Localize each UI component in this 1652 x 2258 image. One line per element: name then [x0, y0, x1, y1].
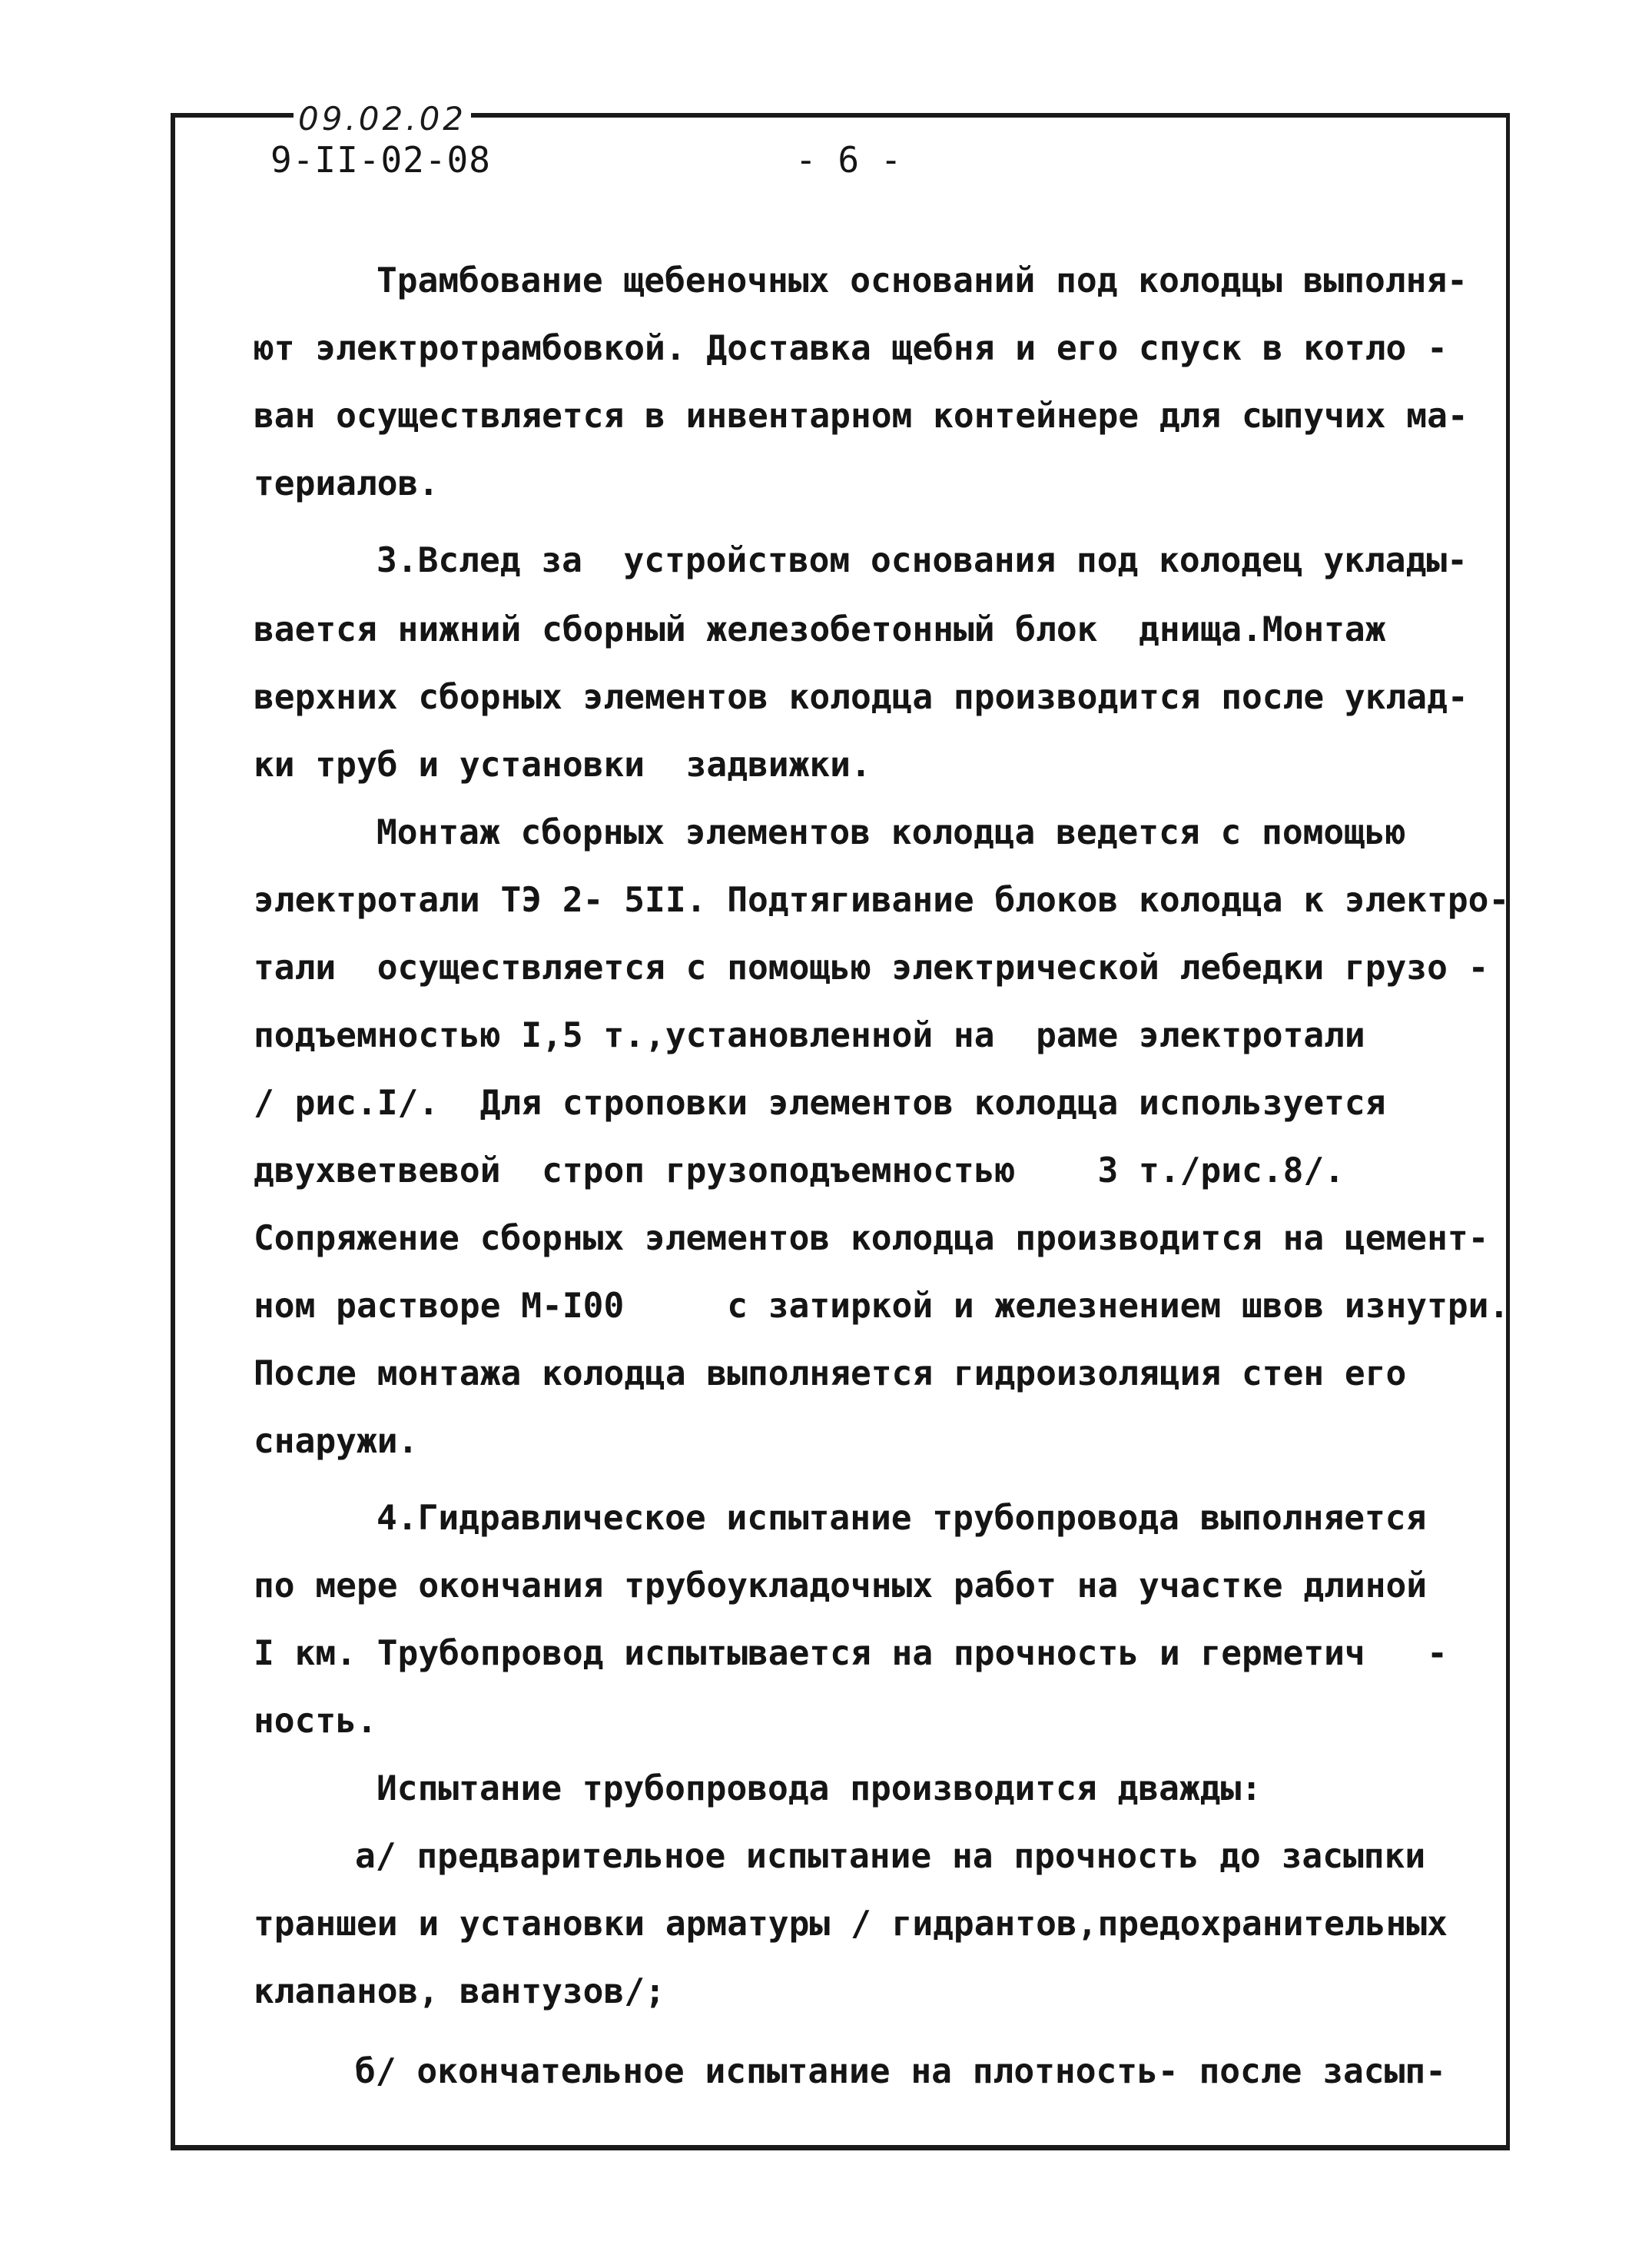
document-code: 9-II-02-08 — [270, 139, 491, 181]
text-line: а/ предварительное испытание на прочность до засыпки — [355, 1837, 1426, 1876]
text-line: клапанов, вантузов/; — [254, 1972, 665, 2011]
text-line: по мере окончания трубоукладочных работ на участке длиной — [254, 1566, 1428, 1606]
text-line: 3.Вслед за устройством основания под колодец уклады- — [377, 541, 1468, 580]
text-line: Монтаж сборных элементов колодца ведется с помощью — [377, 813, 1406, 852]
text-line: траншеи и установки арматуры / гидрантов,предохранительных — [254, 1904, 1448, 1944]
text-line: 4.Гидравлическое испытание трубопровода выполняется — [377, 1499, 1427, 1538]
text-line: тали осуществляется с помощью электрической лебедки грузо - — [254, 948, 1489, 988]
text-line: снаружи. — [254, 1422, 419, 1461]
text-line: териалов. — [254, 464, 440, 503]
text-line: вается нижний сборный железобетонный блок днища.Монтаж — [254, 610, 1386, 649]
text-line: электротали ТЭ 2- 5II. Подтягивание блоков колодца к электро- — [254, 881, 1510, 920]
text-line: верхних сборных элементов колодца производится после уклад- — [254, 678, 1468, 717]
text-line: ном растворе М-I00 с затиркой и железнением швов изнутри. — [254, 1287, 1510, 1326]
text-line: ван осуществляется в инвентарном контейнере для сыпучих ма- — [254, 397, 1468, 436]
text-line: ют электротрамбовкой. Доставка щебня и его спуск в котло - — [254, 329, 1448, 368]
page-number: - 6 - — [795, 139, 902, 181]
text-line: ность. — [254, 1702, 377, 1741]
text-line: Трамбование щебеночных оснований под колодцы выполня- — [377, 261, 1468, 301]
text-line: После монтажа колодца выполняется гидроизоляция стен его — [254, 1354, 1407, 1393]
text-line: ки труб и установки задвижки. — [254, 745, 871, 785]
text-line: I км. Трубопровод испытывается на прочность и герметич - — [254, 1634, 1448, 1673]
text-line: Испытание трубопровода производится дважды: — [377, 1769, 1262, 1808]
text-line: подъемностью I,5 т.,установленной на раме электротали — [254, 1016, 1365, 1055]
handwritten-note: 09.02.02 — [294, 101, 471, 137]
text-line: б/ окончательное испытание на плотность- после засып- — [355, 2052, 1446, 2091]
text-line: двухветвевой строп грузоподъемностью 3 т./рис.8/. — [254, 1151, 1345, 1190]
text-line: Сопряжение сборных элементов колодца производится на цемент- — [254, 1219, 1489, 1258]
text-line: / рис.I/. Для строповки элементов колодца используется — [254, 1084, 1386, 1123]
